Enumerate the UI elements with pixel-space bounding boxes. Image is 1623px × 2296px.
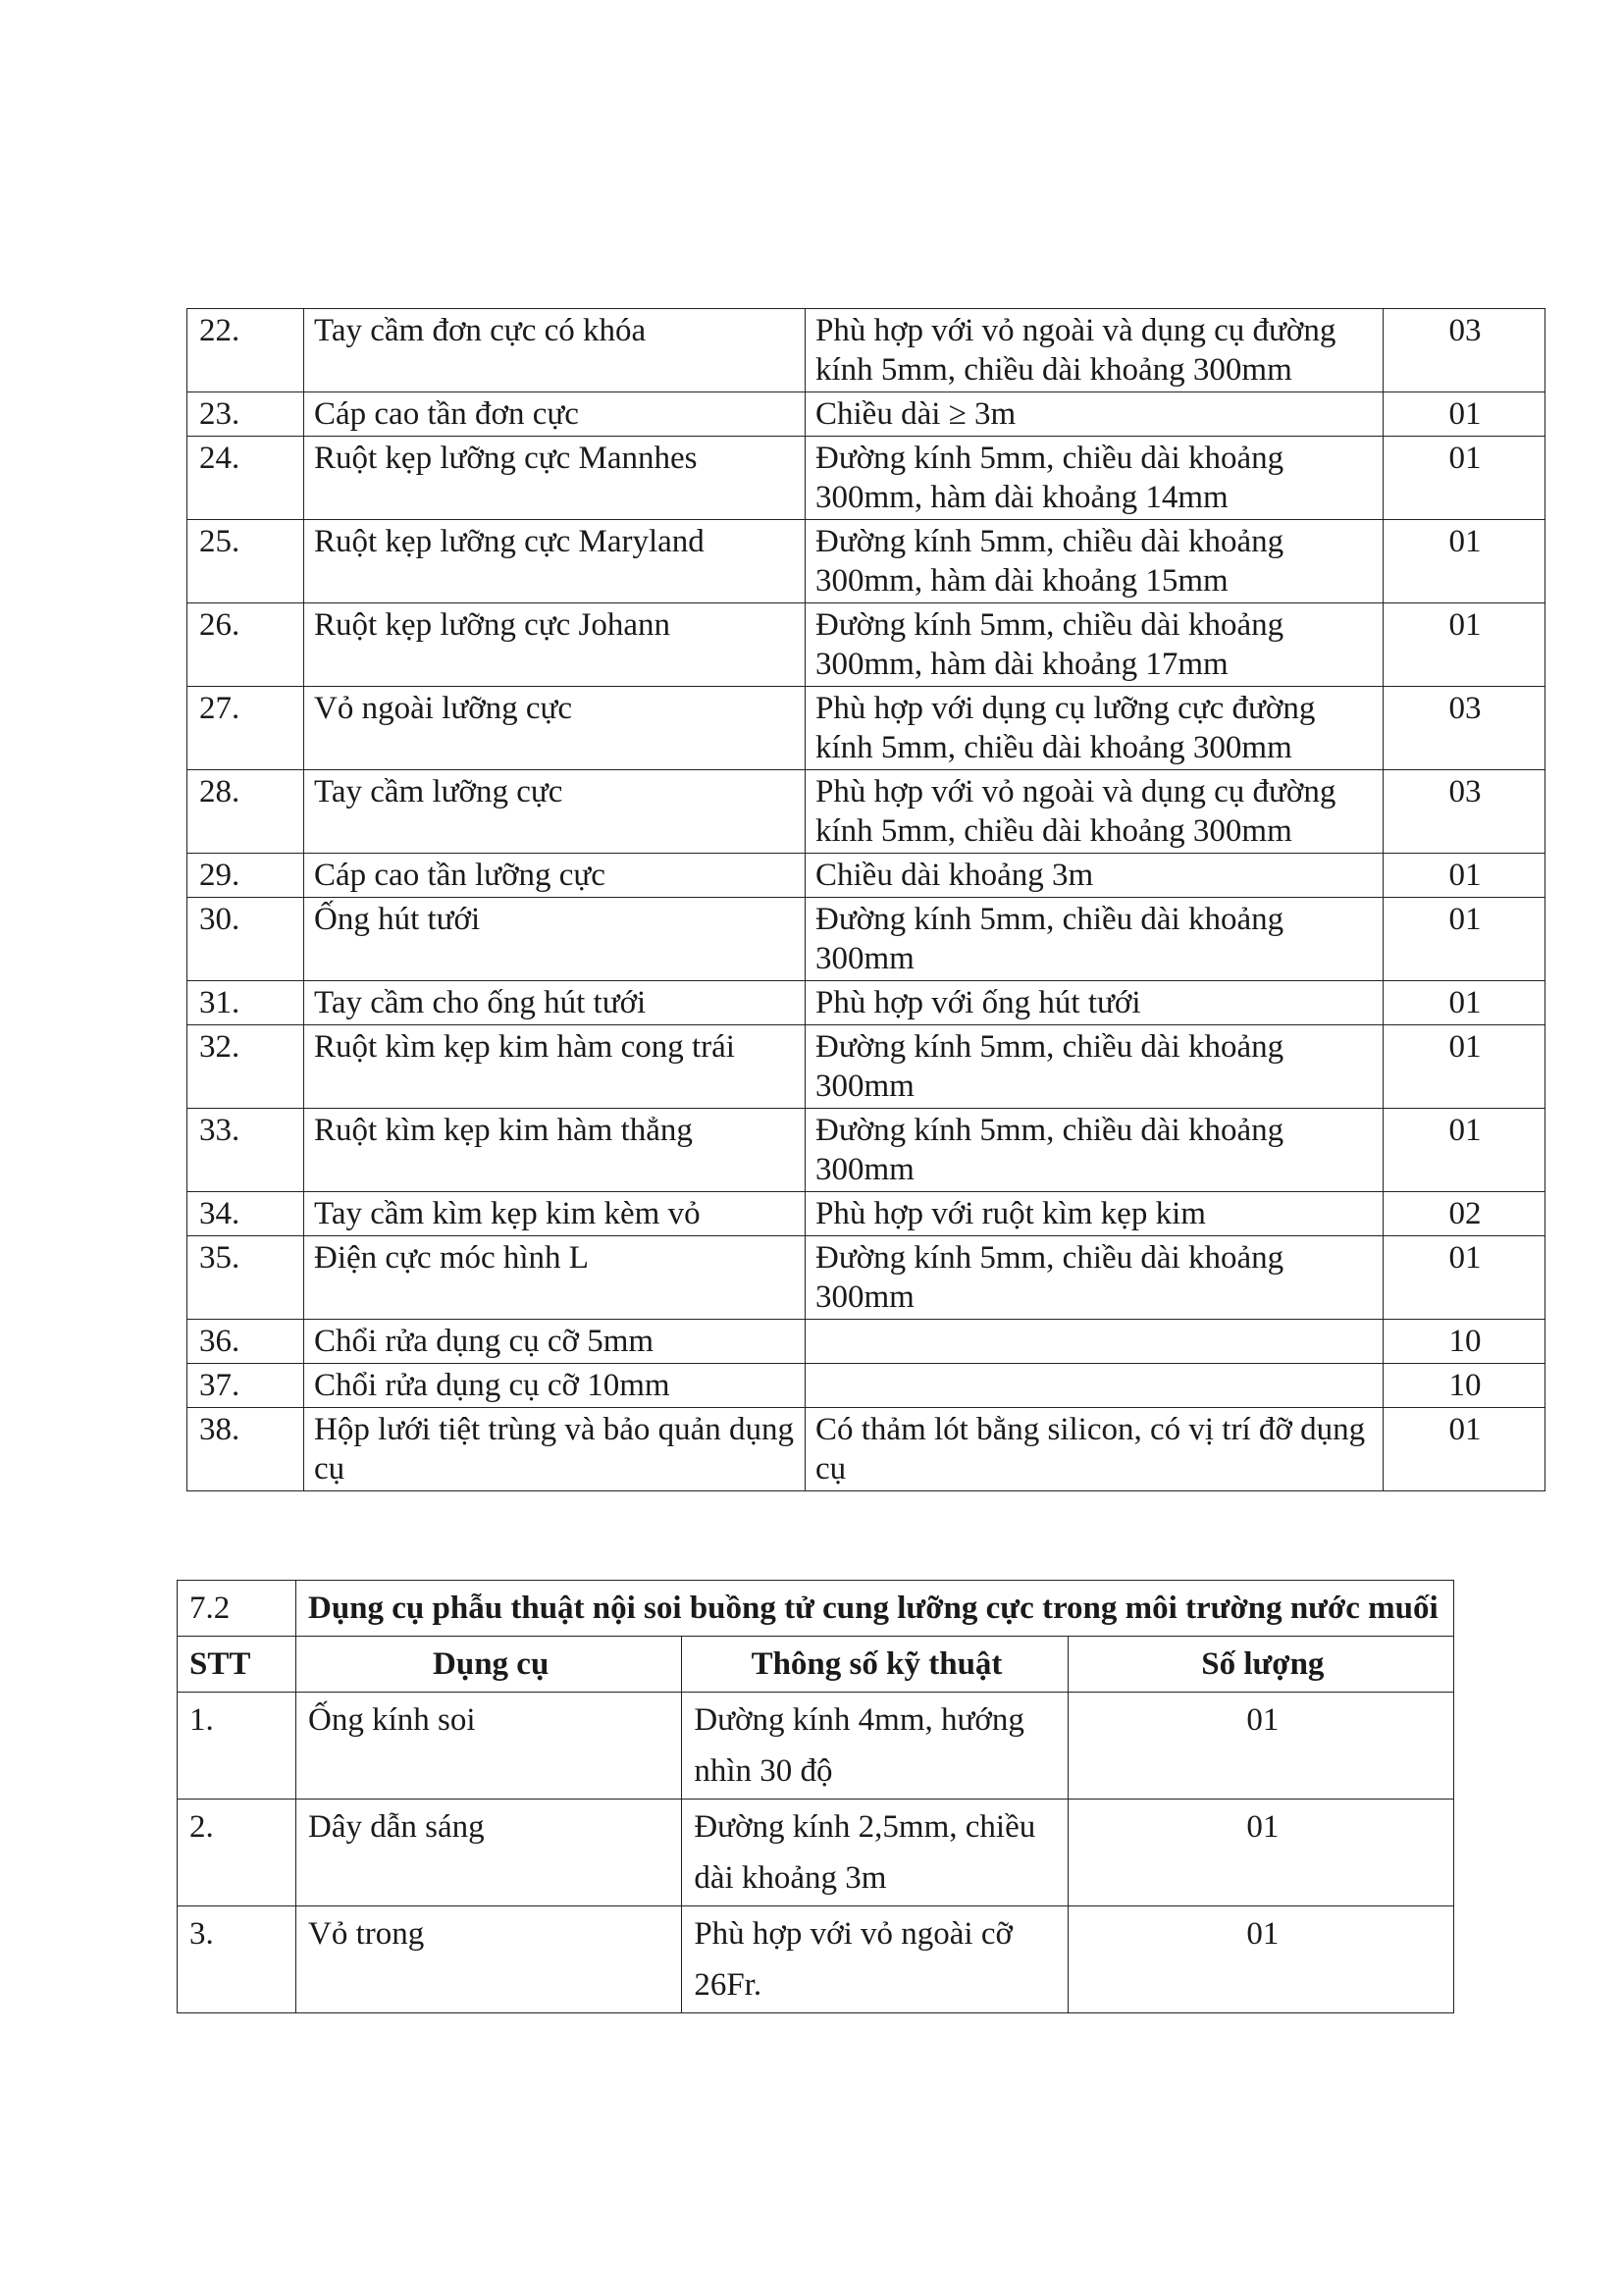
row-number: 35.	[187, 1236, 304, 1320]
section-title-row	[178, 1581, 1454, 1637]
item-name: Vỏ ngoài lưỡng cực	[304, 687, 806, 770]
item-spec: Đường kính 5mm, chiều dài khoảng 300mm	[806, 1109, 1384, 1192]
row-number: 3.	[178, 1906, 296, 2013]
item-spec: Phù hợp với ruột kìm kẹp kim	[806, 1192, 1384, 1236]
item-spec: Dường kính 4mm, hướng nhìn 30 độ	[682, 1693, 1068, 1800]
row-number: 29.	[187, 854, 304, 898]
item-name: Cáp cao tần lưỡng cực	[304, 854, 806, 898]
item-name: Hộp lưới tiệt trùng và bảo quản dụng cụ	[304, 1408, 806, 1491]
item-quantity: 01	[1068, 1906, 1453, 2013]
header-stt: STT	[178, 1637, 296, 1693]
item-quantity: 01	[1384, 898, 1545, 981]
item-spec: Đường kính 5mm, chiều dài khoảng 300mm, hàm dài khoảng 17mm	[806, 603, 1384, 687]
table-row	[187, 1364, 1545, 1408]
item-name: Vỏ trong	[296, 1906, 682, 2013]
item-spec: Phù hợp với ống hút tưới	[806, 981, 1384, 1025]
row-number: 23.	[187, 392, 304, 437]
table-row	[178, 1906, 1454, 2013]
header-spec: Thông số kỹ thuật	[682, 1637, 1068, 1693]
item-quantity: 02	[1384, 1192, 1545, 1236]
item-name: Ruột kìm kẹp kim hàm thẳng	[304, 1109, 806, 1192]
table-row	[187, 1025, 1545, 1109]
item-quantity: 10	[1384, 1364, 1545, 1408]
item-spec: Đường kính 5mm, chiều dài khoảng 300mm	[806, 898, 1384, 981]
item-spec	[806, 1320, 1384, 1364]
item-quantity: 01	[1384, 1109, 1545, 1192]
item-quantity: 01	[1068, 1800, 1453, 1906]
row-number: 33.	[187, 1109, 304, 1192]
item-quantity: 03	[1384, 687, 1545, 770]
header-qty: Số lượng	[1068, 1637, 1453, 1693]
item-name: Ruột kẹp lưỡng cực Mannhes	[304, 437, 806, 520]
table-row	[187, 687, 1545, 770]
item-quantity: 01	[1384, 981, 1545, 1025]
row-number: 36.	[187, 1320, 304, 1364]
table-row	[187, 1192, 1545, 1236]
item-quantity: 01	[1384, 1236, 1545, 1320]
item-name: Ruột kìm kẹp kim hàm cong trái	[304, 1025, 806, 1109]
item-name: Tay cầm kìm kẹp kim kèm vỏ	[304, 1192, 806, 1236]
header-name: Dụng cụ	[296, 1637, 682, 1693]
item-quantity: 03	[1384, 309, 1545, 392]
item-name: Chổi rửa dụng cụ cỡ 5mm	[304, 1320, 806, 1364]
row-number: 28.	[187, 770, 304, 854]
item-name: Dây dẫn sáng	[296, 1800, 682, 1906]
item-spec: Đường kính 5mm, chiều dài khoảng 300mm	[806, 1236, 1384, 1320]
table-row	[187, 898, 1545, 981]
item-name: Tay cầm lưỡng cực	[304, 770, 806, 854]
table-row	[187, 603, 1545, 687]
item-spec: Phù hợp với vỏ ngoài cỡ 26Fr.	[682, 1906, 1068, 2013]
item-quantity: 01	[1384, 520, 1545, 603]
table-row	[178, 1693, 1454, 1800]
item-quantity: 01	[1384, 1408, 1545, 1491]
item-spec: Đường kính 2,5mm, chiều dài khoảng 3m	[682, 1800, 1068, 1906]
row-number: 27.	[187, 687, 304, 770]
table-row	[187, 770, 1545, 854]
row-number: 2.	[178, 1800, 296, 1906]
table-row	[187, 1408, 1545, 1491]
equipment-table-continued	[186, 308, 1545, 1491]
item-name: Tay cầm đơn cực có khóa	[304, 309, 806, 392]
row-number: 38.	[187, 1408, 304, 1491]
item-quantity: 01	[1384, 1025, 1545, 1109]
item-quantity: 01	[1384, 854, 1545, 898]
item-spec	[806, 1364, 1384, 1408]
item-name: Tay cầm cho ống hút tưới	[304, 981, 806, 1025]
table-row	[187, 1236, 1545, 1320]
item-quantity: 10	[1384, 1320, 1545, 1364]
row-number: 31.	[187, 981, 304, 1025]
item-spec: Phù hợp với vỏ ngoài và dụng cụ đường kính 5mm, chiều dài khoảng 300mm	[806, 770, 1384, 854]
item-name: Ruột kẹp lưỡng cực Johann	[304, 603, 806, 687]
item-spec: Có thảm lót bằng silicon, có vị trí đỡ dụng cụ	[806, 1408, 1384, 1491]
row-number: 30.	[187, 898, 304, 981]
row-number: 34.	[187, 1192, 304, 1236]
item-spec: Chiều dài ≥ 3m	[806, 392, 1384, 437]
table-row	[187, 520, 1545, 603]
row-number: 32.	[187, 1025, 304, 1109]
item-quantity: 03	[1384, 770, 1545, 854]
section-number: 7.2	[178, 1581, 296, 1637]
table-row	[187, 854, 1545, 898]
table-row	[187, 392, 1545, 437]
row-number: 22.	[187, 309, 304, 392]
item-quantity: 01	[1068, 1693, 1453, 1800]
item-name: Cáp cao tần đơn cực	[304, 392, 806, 437]
row-number: 26.	[187, 603, 304, 687]
table-row	[187, 981, 1545, 1025]
row-number: 37.	[187, 1364, 304, 1408]
item-name: Ống hút tưới	[304, 898, 806, 981]
item-spec: Chiều dài khoảng 3m	[806, 854, 1384, 898]
row-number: 24.	[187, 437, 304, 520]
item-spec: Đường kính 5mm, chiều dài khoảng 300mm, hàm dài khoảng 14mm	[806, 437, 1384, 520]
item-quantity: 01	[1384, 603, 1545, 687]
table-row	[178, 1800, 1454, 1906]
row-number: 25.	[187, 520, 304, 603]
header-row	[178, 1637, 1454, 1693]
hysteroscopy-equipment-table	[177, 1580, 1454, 2013]
item-spec: Phù hợp với dụng cụ lưỡng cực đường kính 5mm, chiều dài khoảng 300mm	[806, 687, 1384, 770]
item-name: Ống kính soi	[296, 1693, 682, 1800]
item-quantity: 01	[1384, 392, 1545, 437]
table-row	[187, 309, 1545, 392]
item-spec: Phù hợp với vỏ ngoài và dụng cụ đường kính 5mm, chiều dài khoảng 300mm	[806, 309, 1384, 392]
item-name: Ruột kẹp lưỡng cực Maryland	[304, 520, 806, 603]
item-spec: Đường kính 5mm, chiều dài khoảng 300mm	[806, 1025, 1384, 1109]
item-name: Chổi rửa dụng cụ cỡ 10mm	[304, 1364, 806, 1408]
section-title: Dụng cụ phẫu thuật nội soi buồng tử cung lưỡng cực trong môi trường nước muối	[296, 1581, 1454, 1637]
table-row	[187, 1320, 1545, 1364]
item-spec: Đường kính 5mm, chiều dài khoảng 300mm, hàm dài khoảng 15mm	[806, 520, 1384, 603]
table-row	[187, 1109, 1545, 1192]
item-quantity: 01	[1384, 437, 1545, 520]
item-name: Điện cực móc hình L	[304, 1236, 806, 1320]
row-number: 1.	[178, 1693, 296, 1800]
table-row	[187, 437, 1545, 520]
